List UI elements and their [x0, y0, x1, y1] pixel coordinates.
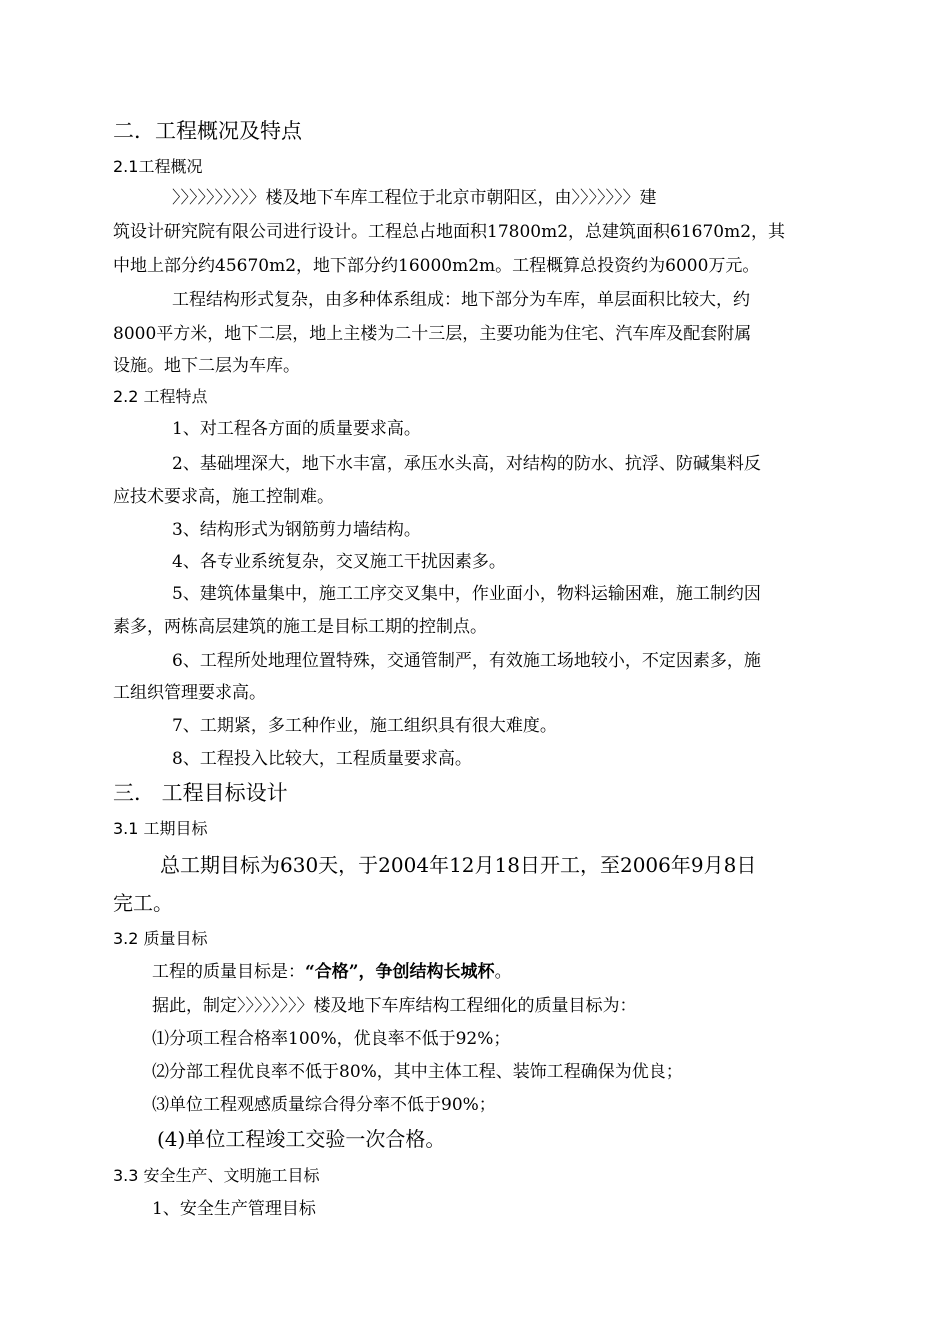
text-line: 工程结构形式复杂，由多种体系组成：地下部分为车库，单层面积比较大，约 [172, 290, 750, 310]
quality-goal-emphasis: “合格”，争创结构长城杯 [305, 962, 495, 982]
list-item-continued: 素多，两栋高层建筑的施工是目标工期的控制点。 [113, 617, 487, 637]
section-2-heading: 二．工程概况及特点 [113, 119, 302, 143]
section-3-heading: 三． 工程目标设计 [113, 781, 288, 805]
text-line: 完工。 [113, 891, 173, 915]
list-item: 8、工程投入比较大，工程质量要求高。 [172, 749, 472, 769]
list-item: 5、建筑体量集中，施工工序交叉集中，作业面小，物料运输困难，施工制约因 [172, 584, 761, 604]
list-item-continued: 工组织管理要求高。 [113, 683, 266, 703]
list-item: 7、工期紧，多工种作业，施工组织具有很大难度。 [172, 716, 557, 736]
text-line: 〉〉〉〉〉〉〉〉〉〉楼及地下车库工程位于北京市朝阳区，由〉〉〉〉〉〉〉建 [172, 188, 657, 208]
list-item: ⑵分部工程优良率不低于80%，其中主体工程、装饰工程确保为优良； [152, 1062, 683, 1082]
text-line: 设施。地下二层为车库。 [113, 356, 300, 376]
section-3-2-heading: 3.2 质量目标 [113, 929, 208, 948]
quality-goal-line [152, 957, 512, 982]
section-2-1-heading: 2.1工程概况 [113, 157, 203, 176]
quality-goal-suffix: 。 [494, 962, 512, 982]
list-item: 4、各专业系统复杂，交叉施工干扰因素多。 [172, 552, 506, 572]
list-item: 6、工程所处地理位置特殊，交通管制严，有效施工场地较小，不定因素多，施 [172, 651, 761, 671]
list-item: 2、基础埋深大，地下水丰富，承压水头高，对结构的防水、抗浮、防碱集料反 [172, 454, 761, 474]
list-item: ⑶单位工程观感质量综合得分率不低于90%； [152, 1095, 496, 1115]
section-2-2-heading: 2.2 工程特点 [113, 387, 208, 406]
text-line: 中地上部分约45670m2，地下部分约16000m2m。工程概算总投资约为6000万元。 [113, 256, 760, 276]
list-item: 1、对工程各方面的质量要求高。 [172, 419, 421, 439]
quality-goal-prefix: 工程的质量目标是： [152, 962, 305, 982]
list-item: 1、安全生产管理目标 [152, 1199, 316, 1219]
quality-intro: 据此，制定〉〉〉〉〉〉〉〉楼及地下车库结构工程细化的质量目标为： [152, 996, 637, 1016]
list-item: 3、结构形式为钢筋剪力墙结构。 [172, 520, 421, 540]
text-line: 总工期目标为630天，于2004年12月18日开工，至2006年9月8日 [160, 853, 757, 877]
section-3-1-heading: 3.1 工期目标 [113, 819, 208, 838]
list-item: ⑴分项工程合格率100%，优良率不低于92%； [152, 1029, 511, 1049]
text-line: 筑设计研究院有限公司进行设计。工程总占地面积17800m2，总建筑面积61670m2，其 [113, 222, 786, 242]
list-item-continued: 应技术要求高，施工控制难。 [113, 487, 334, 507]
list-item: (4)单位工程竣工交验一次合格。 [157, 1127, 446, 1151]
section-3-3-heading: 3.3 安全生产、文明施工目标 [113, 1166, 320, 1185]
text-line: 8000平方米，地下二层，地上主楼为二十三层，主要功能为住宅、汽车库及配套附属 [113, 324, 752, 344]
